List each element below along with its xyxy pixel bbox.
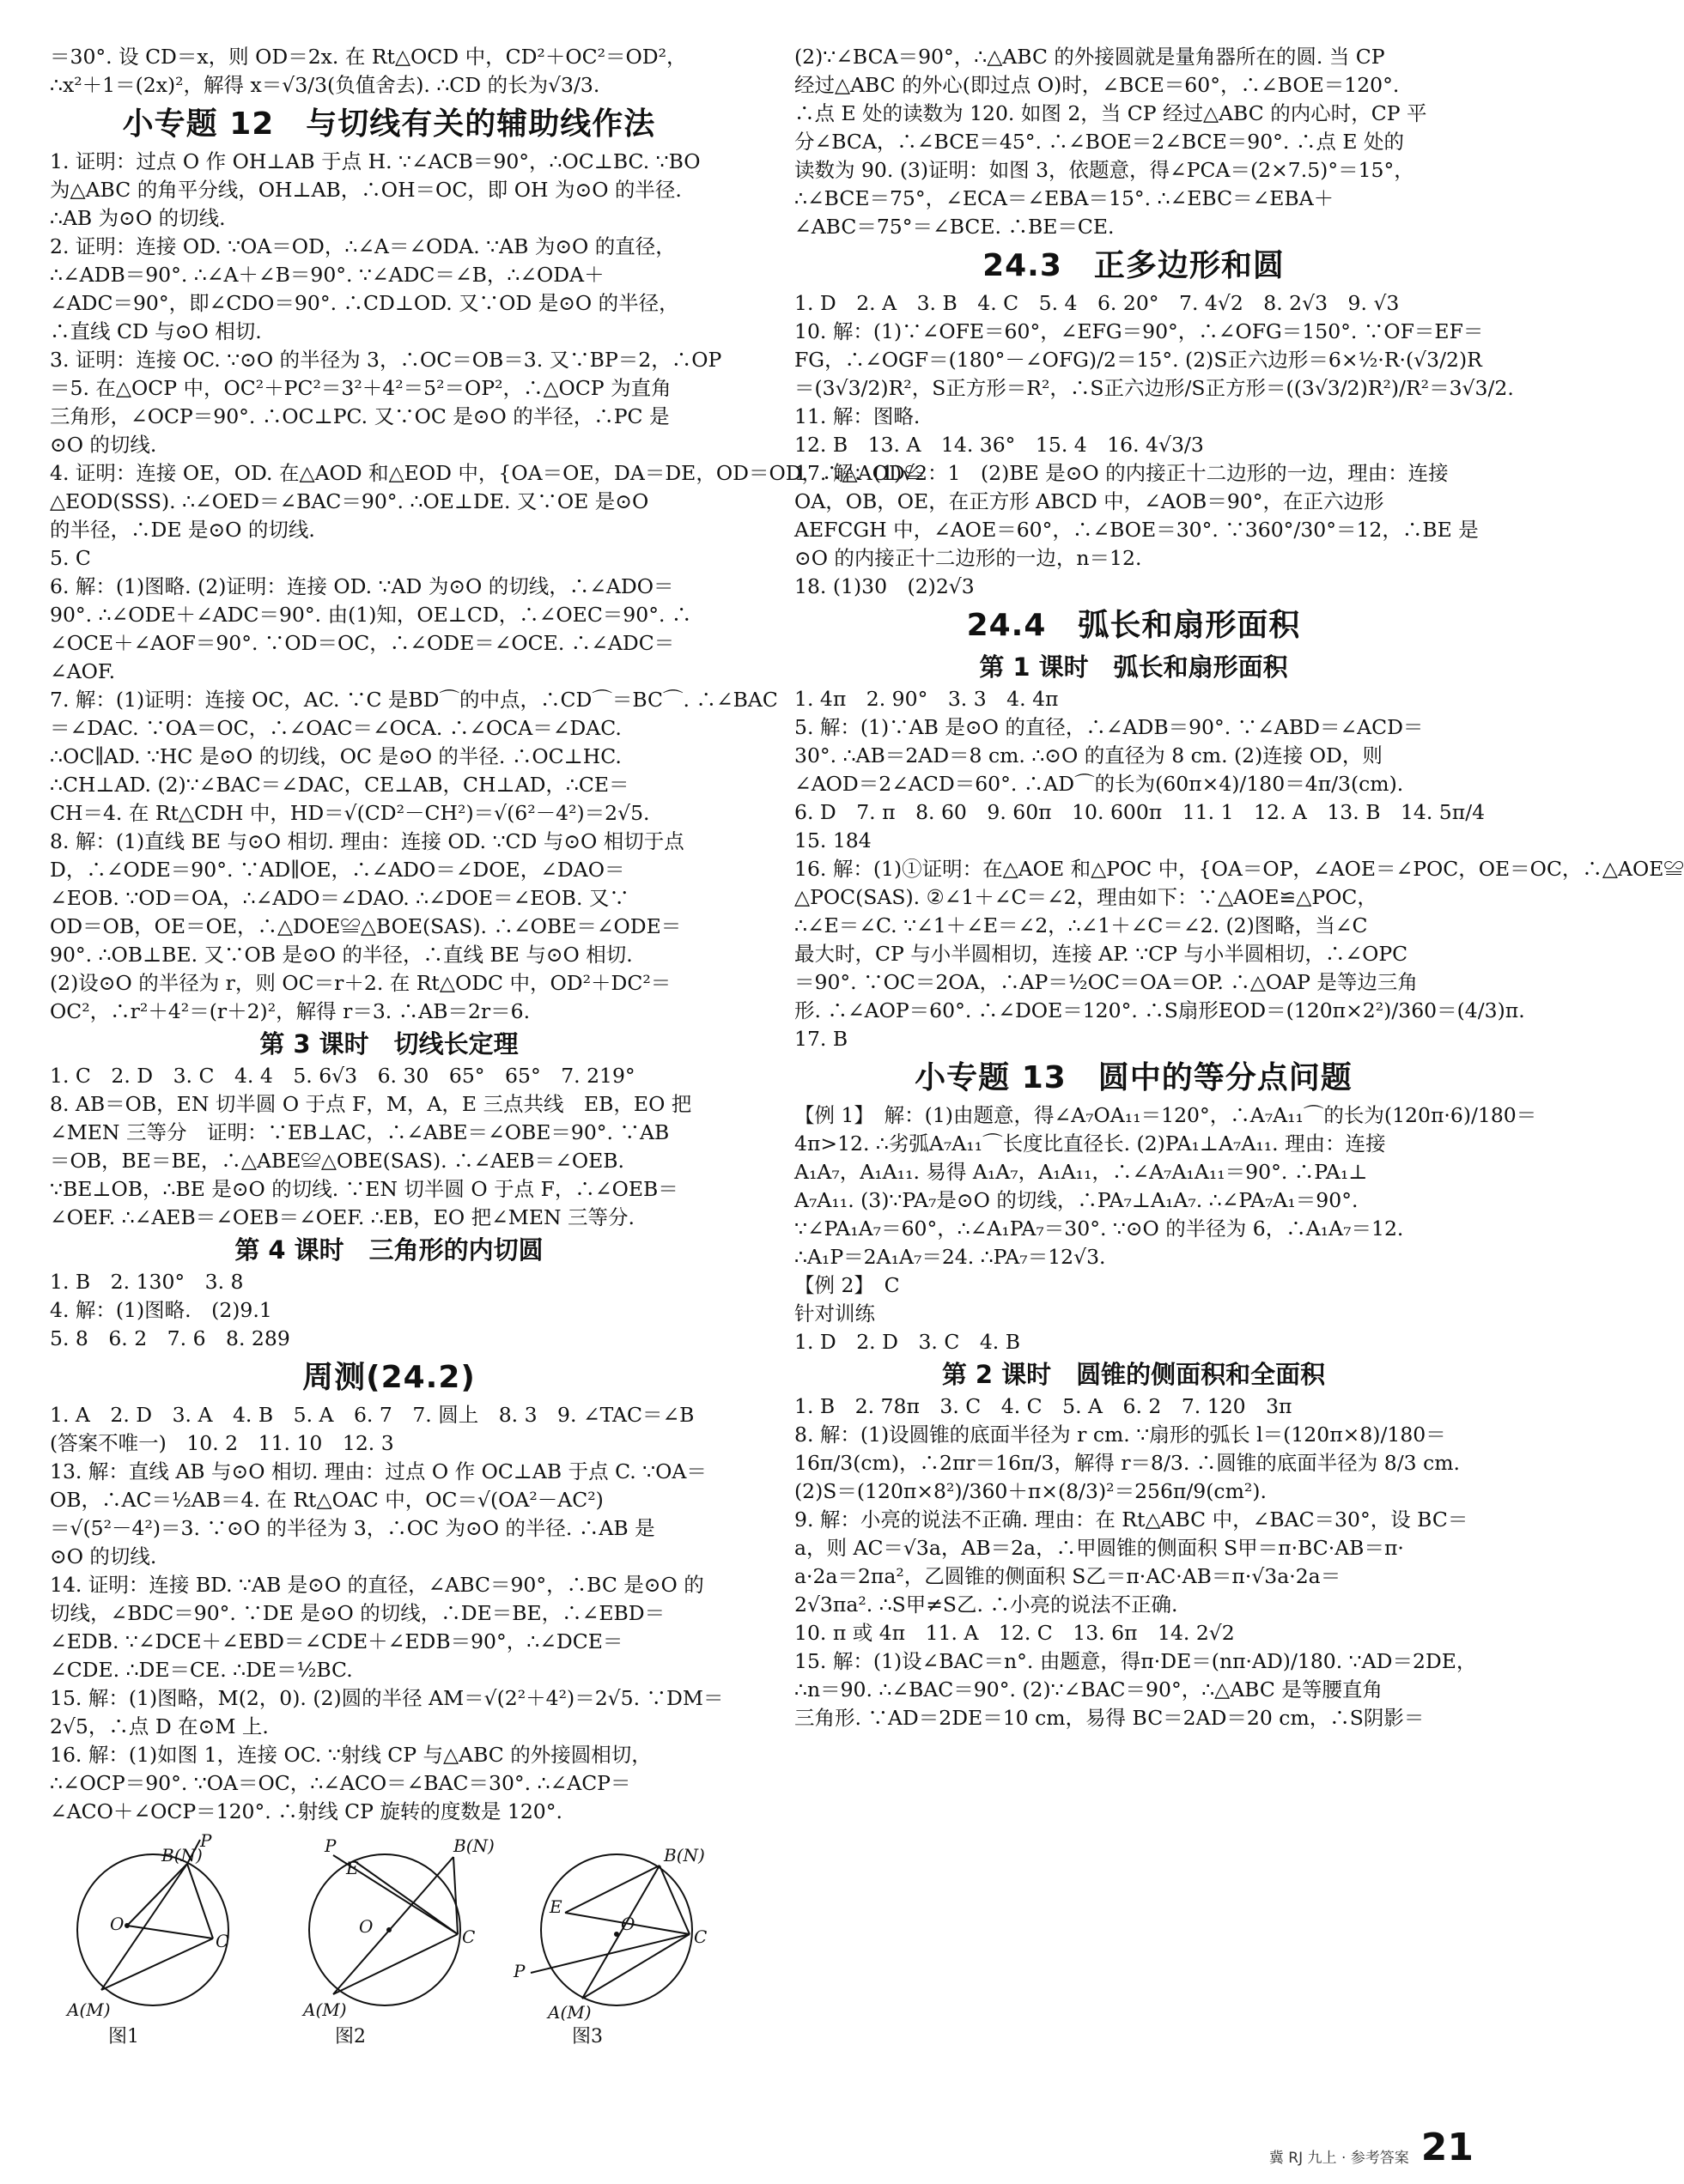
right-column bbox=[794, 43, 1684, 1732]
text-line: 1. C 2. D 3. C 4. 4 5. 6√3 6. 30 65° 65° 7. 219° bbox=[50, 1064, 635, 1088]
text-line: ∠AOF. bbox=[50, 659, 116, 683]
figure-2-label: 图2 bbox=[335, 2026, 366, 2048]
lesson-heading-4: 第 4 课时 三角形的内切圆 bbox=[234, 1235, 544, 1265]
page-number: 21 bbox=[1420, 2126, 1474, 2169]
text-line: 10. π 或 4π 11. A 12. C 13. 6π 14. 2√2 bbox=[794, 1621, 1235, 1645]
text-line: 11. 解：图略. bbox=[794, 404, 921, 428]
text-line: ＝(3√3/2)R²，S正方形＝R²，∴S正六边形/S正方形＝((3√3/2)R²)/R²＝3√3/2. bbox=[794, 376, 1514, 400]
text-line: 8. AB＝OB，EN 切半圆 O 于点 F，M，A，E 三点共线 EB，EO 把 bbox=[50, 1092, 692, 1116]
svg-text:E: E bbox=[346, 1858, 359, 1878]
text-line: AEFCGH 中，∠AOE＝60°，∴∠BOE＝30°. ∵360°/30°＝12，∴BE 是 bbox=[794, 518, 1479, 542]
text-line: a，则 AC＝√3a，AB＝2a，∴甲圆锥的侧面积 S甲＝π·BC·AB＝π· bbox=[794, 1536, 1404, 1560]
text-line: 1. B 2. 78π 3. C 4. C 5. A 6. 2 7. 120 3π bbox=[794, 1394, 1292, 1418]
page-footer bbox=[1268, 2126, 1474, 2169]
text-line: 1. D 2. D 3. C 4. B bbox=[794, 1330, 1020, 1354]
text-line: 形. ∴∠AOP＝60°. ∴∠DOE＝120°. ∴S扇形EOD＝(120π×2²)/360＝(4/3)π. bbox=[794, 998, 1525, 1022]
text-line: 【例 2】 C bbox=[794, 1273, 900, 1297]
text-line: ∵BE⊥OB，∴BE 是⊙O 的切线. ∵EN 切半圆 O 于点 F，∴∠OEB＝ bbox=[50, 1177, 678, 1201]
text-line: OB，∴AC＝½AB＝4. 在 Rt△OAC 中，OC＝√(OA²－AC²) bbox=[50, 1488, 604, 1512]
text-line: ∠AOD＝2∠ACD＝60°. ∴AD⌒的长为(60π×4)/180＝4π/3(cm). bbox=[794, 772, 1404, 796]
text-line: (2)∵∠BCA＝90°，∴△ABC 的外接圆就是量角器所在的圆. 当 CP bbox=[794, 45, 1385, 69]
text-line: 15. 解：(1)图略，M(2，0). (2)圆的半径 AM＝√(2²＋4²)＝2√5. ∵DM＝ bbox=[50, 1686, 724, 1710]
text-line: 2. 证明：连接 OD. ∵OA＝OD，∴∠A＝∠ODA. ∵AB 为⊙O 的直径， bbox=[50, 234, 676, 258]
text-line: A₁A₇，A₁A₁₁. 易得 A₁A₇，A₁A₁₁，∴∠A₇A₁A₁₁＝90°. ∴PA₁⊥ bbox=[794, 1160, 1368, 1184]
text-line: ∵∠PA₁A₇＝60°，∴∠A₁PA₇＝30°. ∵⊙O 的半径为 6，∴A₁A₇＝12. bbox=[794, 1216, 1404, 1241]
svg-text:B(N): B(N) bbox=[161, 1845, 203, 1866]
text-line: ∴x²＋1＝(2x)²，解得 x＝√3/3(负值舍去). ∴CD 的长为√3/3. bbox=[50, 73, 600, 97]
text-line: 17. 解：(1)√2：1 (2)BE 是⊙O 的内接正十二边形的一边，理由：连接 bbox=[794, 461, 1449, 485]
text-line: CH＝4. 在 Rt△CDH 中，HD＝√(CD²－CH²)＝√(6²－4²)＝2√5. bbox=[50, 801, 650, 825]
text-line: 【例 1】 解：(1)由题意，得∠A₇OA₁₁＝120°，∴A₇A₁₁⌒的长为(120π·6)/180＝ bbox=[794, 1103, 1537, 1127]
text-line: 为△ABC 的角平分线，OH⊥AB，∴OH＝OC，即 OH 为⊙O 的半径. bbox=[50, 178, 682, 202]
svg-text:C: C bbox=[694, 1926, 708, 1947]
text-line: 1. A 2. D 3. A 4. B 5. A 6. 7 7. 圆上 8. 3 9. ∠TAC＝∠B bbox=[50, 1403, 695, 1427]
text-line: ＝30°. 设 CD＝x，则 OD＝2x. 在 Rt△OCD 中，CD²＋OC²＝OD²， bbox=[50, 45, 687, 69]
text-line: 13. 解：直线 AB 与⊙O 相切. 理由：过点 O 作 OC⊥AB 于点 C. ∵OA＝ bbox=[50, 1459, 707, 1483]
svg-text:P: P bbox=[325, 1835, 337, 1856]
text-line: ∠CDE. ∴DE＝CE. ∴DE＝½BC. bbox=[50, 1658, 353, 1682]
text-line: 16. 解：(1)如图 1，连接 OC. ∵射线 CP 与△ABC 的外接圆相切， bbox=[50, 1743, 652, 1767]
text-line: ∠OCE＋∠AOF＝90°. ∵OD＝OC，∴∠ODE＝∠OCE. ∴∠ADC＝ bbox=[50, 631, 675, 655]
text-line: ∠OEF. ∴∠AEB＝∠OEB＝∠OEF. ∴EB，EO 把∠MEN 三等分. bbox=[50, 1205, 635, 1229]
text-line: 18. (1)30 (2)2√3 bbox=[794, 574, 975, 598]
text-line: OD＝OB，OE＝OE，∴△DOE≌△BOE(SAS). ∴∠OBE＝∠ODE＝ bbox=[50, 914, 682, 938]
text-line: A₇A₁₁. (3)∵PA₇是⊙O 的切线，∴PA₇⊥A₁A₇. ∴∠PA₇A₁＝90°. bbox=[794, 1188, 1359, 1212]
text-line: 5. 解：(1)∵AB 是⊙O 的直径，∴∠ADB＝90°. ∵∠ABD＝∠ACD＝ bbox=[794, 715, 1424, 739]
svg-text:A(M): A(M) bbox=[303, 1999, 347, 2020]
text-line: 针对训练 bbox=[794, 1301, 875, 1326]
text-line: 15. 184 bbox=[794, 828, 872, 852]
text-line: 4. 证明：连接 OE，OD. 在△AOD 和△EOD 中，{OA＝OE，DA＝DE，OD＝OD，∴△AOD≌ bbox=[50, 461, 926, 485]
text-line: ∴∠ADB＝90°. ∴∠A＋∠B＝90°. ∵∠ADC＝∠B，∴∠ODA＋ bbox=[50, 263, 605, 287]
text-line: ∴∠E＝∠C. ∵∠1＋∠E＝∠2，∴∠1＋∠C＝∠2. (2)图略，当∠C bbox=[794, 913, 1368, 937]
figure-3-label: 图3 bbox=[572, 2026, 603, 2048]
text-line: ∴AB 为⊙O 的切线. bbox=[50, 206, 226, 230]
lesson-heading-24-4-1: 第 1 课时 弧长和扇形面积 bbox=[979, 652, 1288, 682]
text-line: 16. 解：(1)①证明：在△AOE 和△POC 中，{OA＝OP，∠AOE＝∠POC，OE＝OC，∴△AOE≌ bbox=[794, 857, 1684, 881]
text-line: 9. 解：小亮的说法不正确. 理由：在 Rt△ABC 中，∠BAC＝30°，设 BC＝ bbox=[794, 1508, 1468, 1532]
figure-row bbox=[50, 1831, 728, 2046]
text-line: ＝90°. ∵OC＝2OA，∴AP＝½OC＝OA＝OP. ∴△OAP 是等边三角 bbox=[794, 970, 1418, 994]
svg-text:B(N): B(N) bbox=[664, 1845, 705, 1866]
text-line: ＝√(5²－4²)＝3. ∵⊙O 的半径为 3，∴OC 为⊙O 的半径. ∴AB 是 bbox=[50, 1516, 655, 1540]
text-line: (答案不唯一) 10. 2 11. 10 12. 3 bbox=[50, 1431, 394, 1455]
text-line: (2)设⊙O 的半径为 r，则 OC＝r＋2. 在 Rt△ODC 中，OD²＋DC²＝ bbox=[50, 971, 672, 995]
text-line: 6. 解：(1)图略. (2)证明：连接 OD. ∵AD 为⊙O 的切线，∴∠ADO＝ bbox=[50, 574, 674, 598]
text-line: 5. 8 6. 2 7. 6 8. 289 bbox=[50, 1326, 290, 1350]
text-line: 17. B bbox=[794, 1027, 848, 1051]
svg-text:B(N): B(N) bbox=[453, 1835, 495, 1856]
text-line: ∠ABC＝75°＝∠BCE. ∴BE＝CE. bbox=[794, 215, 1115, 239]
text-line: 12. B 13. A 14. 36° 15. 4 16. 4√3/3 bbox=[794, 433, 1204, 457]
text-line: 三角形. ∵AD＝2DE＝10 cm，易得 BC＝2AD＝20 cm，∴S阴影＝ bbox=[794, 1706, 1425, 1730]
svg-text:C: C bbox=[216, 1931, 229, 1951]
text-line: 7. 解：(1)证明：连接 OC，AC. ∵C 是BD⌒的中点，∴CD⌒＝BC⌒. ∴∠BAC bbox=[50, 688, 778, 712]
text-line: 14. 证明：连接 BD. ∵AB 是⊙O 的直径，∠ABC＝90°，∴BC 是⊙O 的 bbox=[50, 1573, 704, 1597]
svg-text:O: O bbox=[621, 1914, 635, 1934]
text-line: ＝5. 在△OCP 中，OC²＋PC²＝3²＋4²＝5²＝OP²，∴△OCP 为直角 bbox=[50, 376, 672, 400]
svg-text:P: P bbox=[200, 1830, 212, 1851]
text-line: ∠EDB. ∵∠DCE＋∠EBD＝∠CDE＋∠EDB＝90°，∴∠DCE＝ bbox=[50, 1629, 623, 1653]
section-heading-13: 小专题 13 圆中的等分点问题 bbox=[915, 1060, 1353, 1095]
text-line: 分∠BCA，∴∠BCE＝45°. ∴∠BOE＝2∠BCE＝90°. ∴点 E 处的 bbox=[794, 130, 1404, 154]
text-line: 的半径，∴DE 是⊙O 的切线. bbox=[50, 518, 315, 542]
footer-text: 冀 RJ 九上 · 参考答案 bbox=[1268, 2150, 1409, 2167]
text-line: 5. C bbox=[50, 546, 91, 570]
text-line: 2√3πa². ∴S甲≠S乙. ∴小亮的说法不正确. bbox=[794, 1592, 1178, 1617]
text-line: 30°. ∴AB＝2AD＝8 cm. ∴⊙O 的直径为 8 cm. (2)连接 OD，则 bbox=[794, 743, 1383, 767]
figure-1-label: 图1 bbox=[108, 2026, 139, 2048]
text-line: ∠MEN 三等分 证明：∵EB⊥AC，∴∠ABE＝∠OBE＝90°. ∵AB bbox=[50, 1120, 670, 1144]
text-line: ＝∠DAC. ∵OA＝OC，∴∠OAC＝∠OCA. ∴∠OCA＝∠DAC. bbox=[50, 716, 622, 740]
text-line: 4. 解：(1)图略. (2)9.1 bbox=[50, 1298, 272, 1322]
section-heading-24-4: 24.4 弧长和扇形面积 bbox=[966, 608, 1301, 643]
text-line: FG，∴∠OGF＝(180°－∠OFG)/2＝15°. (2)S正六边形＝6×½·R·(√3/2)R bbox=[794, 348, 1482, 372]
geometry-figures bbox=[50, 1831, 728, 2046]
text-line: ∴A₁P＝2A₁A₇＝24. ∴PA₇＝12√3. bbox=[794, 1245, 1106, 1269]
text-line: OA，OB，OE，在正方形 ABCD 中，∠AOB＝90°，在正六边形 bbox=[794, 489, 1384, 513]
text-line: 三角形，∠OCP＝90°. ∴OC⊥PC. 又∵OC 是⊙O 的半径，∴PC 是 bbox=[50, 404, 670, 428]
text-line: 3. 证明：连接 OC. ∵⊙O 的半径为 3，∴OC＝OB＝3. 又∵BP＝2，∴OP bbox=[50, 348, 722, 372]
text-line: ∴点 E 处的读数为 120. 如图 2，当 CP 经过△ABC 的内心时，CP 平 bbox=[794, 101, 1427, 125]
svg-text:P: P bbox=[514, 1961, 526, 1981]
text-line: 最大时，CP 与小半圆相切，连接 AP. ∵CP 与小半圆相切，∴∠OPC bbox=[794, 942, 1408, 966]
text-line: 切线，∠BDC＝90°. ∵DE 是⊙O 的切线，∴DE＝BE，∴∠EBD＝ bbox=[50, 1601, 666, 1625]
lesson-heading-3: 第 3 课时 切线长定理 bbox=[259, 1029, 519, 1059]
text-line: 15. 解：(1)设∠BAC＝n°. 由题意，得π·DE＝(nπ·AD)/180. ∵AD＝2DE， bbox=[794, 1649, 1477, 1673]
section-heading-12: 小专题 12 与切线有关的辅助线作法 bbox=[122, 106, 656, 142]
text-line: OC²，∴r²＋4²＝(r＋2)²，解得 r＝3. ∴AB＝2r＝6. bbox=[50, 999, 531, 1023]
text-line: 8. 解：(1)设圆锥的底面半径为 r cm. ∵扇形的弧长 l＝(120π×8)/180＝ bbox=[794, 1423, 1446, 1447]
text-line: ＝OB，BE＝BE，∴△ABE≌△OBE(SAS). ∴∠AEB＝∠OEB. bbox=[50, 1149, 624, 1173]
text-line: 10. 解：(1)∵∠OFE＝60°，∠EFG＝90°，∴∠OFG＝150°. ∵OF＝EF＝ bbox=[794, 319, 1484, 343]
svg-text:O: O bbox=[359, 1916, 374, 1937]
weekly-test-heading: 周测(24.2) bbox=[302, 1360, 476, 1395]
text-line: ⊙O 的切线. bbox=[50, 1544, 157, 1568]
text-line: △POC(SAS). ②∠1＋∠C＝∠2，理由如下：∵△AOE≌△POC， bbox=[794, 885, 1377, 909]
text-line: (2)S＝(120π×8²)/360＋π×(8/3)²＝256π/9(cm²). bbox=[794, 1479, 1267, 1503]
text-line: 16π/3(cm)，∴2πr＝16π/3，解得 r＝8/3. ∴圆锥的底面半径为 8/3 cm. bbox=[794, 1451, 1460, 1475]
text-line: 2√5，∴点 D 在⊙M 上. bbox=[50, 1714, 269, 1738]
text-line: ∴OC∥AD. ∵HC 是⊙O 的切线，OC 是⊙O 的半径. ∴OC⊥HC. bbox=[50, 744, 622, 768]
text-line: ⊙O 的切线. bbox=[50, 433, 157, 457]
text-line: 4π>12. ∴劣弧A₇A₁₁⌒长度比直径长. (2)PA₁⊥A₇A₁₁. 理由：连接 bbox=[794, 1131, 1386, 1156]
text-line: ∴直线 CD 与⊙O 相切. bbox=[50, 319, 262, 343]
text-line: △EOD(SSS). ∴∠OED＝∠BAC＝90°. ∴OE⊥DE. 又∵OE 是⊙O bbox=[50, 489, 649, 513]
svg-text:C: C bbox=[462, 1926, 476, 1947]
svg-text:O: O bbox=[110, 1914, 125, 1934]
text-line: ∠ADC＝90°，即∠CDO＝90°. ∴CD⊥OD. 又∵OD 是⊙O 的半径， bbox=[50, 291, 679, 315]
lesson-heading-2: 第 2 课时 圆锥的侧面积和全面积 bbox=[941, 1360, 1326, 1389]
text-line: a·2a＝2πa²，乙圆锥的侧面积 S乙＝π·AC·AB＝π·√3a·2a＝ bbox=[794, 1564, 1341, 1588]
text-line: ∴CH⊥AD. (2)∵∠BAC＝∠DAC，CE⊥AB，CH⊥AD，∴CE＝ bbox=[50, 773, 629, 797]
text-line: ∠ACO＋∠OCP＝120°. ∴射线 CP 旋转的度数是 120°. bbox=[50, 1799, 562, 1823]
svg-text:E: E bbox=[550, 1896, 562, 1917]
text-line: ⊙O 的内接正十二边形的一边，n＝12. bbox=[794, 546, 1142, 570]
text-line: 90°. ∴OB⊥BE. 又∵OB 是⊙O 的半径，∴直线 BE 与⊙O 相切. bbox=[50, 943, 633, 967]
section-heading-24-3: 24.3 正多边形和圆 bbox=[982, 248, 1285, 283]
text-line: ∴∠BCE＝75°，∠ECA＝∠EBA＝15°. ∴∠EBC＝∠EBA＋ bbox=[794, 186, 1334, 210]
text-line: D，∴∠ODE＝90°. ∵AD∥OE，∴∠ADO＝∠DOE，∠DAO＝ bbox=[50, 858, 625, 882]
text-line: ∠EOB. ∵OD＝OA，∴∠ADO＝∠DAO. ∴∠DOE＝∠EOB. 又∵ bbox=[50, 886, 629, 910]
svg-text:A(M): A(M) bbox=[67, 1999, 111, 2020]
text-line: 经过△ABC 的外心(即过点 O)时，∠BCE＝60°，∴∠BOE＝120°. bbox=[794, 73, 1400, 97]
text-line: 1. B 2. 130° 3. 8 bbox=[50, 1270, 244, 1294]
svg-text:A(M): A(M) bbox=[548, 2002, 592, 2023]
text-line: ∴n＝90. ∴∠BAC＝90°. (2)∵∠BAC＝90°，∴△ABC 是等腰直角 bbox=[794, 1677, 1383, 1702]
text-line: 读数为 90. (3)证明：如图 3，依题意，得∠PCA＝(2×7.5)°＝15°， bbox=[794, 158, 1414, 182]
text-line: 1. 4π 2. 90° 3. 3 4. 4π bbox=[794, 687, 1059, 711]
text-line: 6. D 7. π 8. 60 9. 60π 10. 600π 11. 1 12. A 13. B 14. 5π/4 bbox=[794, 800, 1486, 824]
text-line: 1. 证明：过点 O 作 OH⊥AB 于点 H. ∵∠ACB＝90°，∴OC⊥BC. ∵BO bbox=[50, 149, 701, 173]
text-line: 8. 解：(1)直线 BE 与⊙O 相切. 理由：连接 OD. ∵CD 与⊙O 相切于点 bbox=[50, 829, 684, 853]
text-line: 90°. ∴∠ODE＋∠ADC＝90°. 由(1)知，OE⊥CD，∴∠OEC＝90°. ∴ bbox=[50, 603, 692, 627]
text-line: 1. D 2. A 3. B 4. C 5. 4 6. 20° 7. 4√2 8. 2√3 9. √3 bbox=[794, 291, 1400, 315]
text-line: ∴∠OCP＝90°. ∵OA＝OC，∴∠ACO＝∠BAC＝30°. ∴∠ACP＝ bbox=[50, 1771, 631, 1795]
